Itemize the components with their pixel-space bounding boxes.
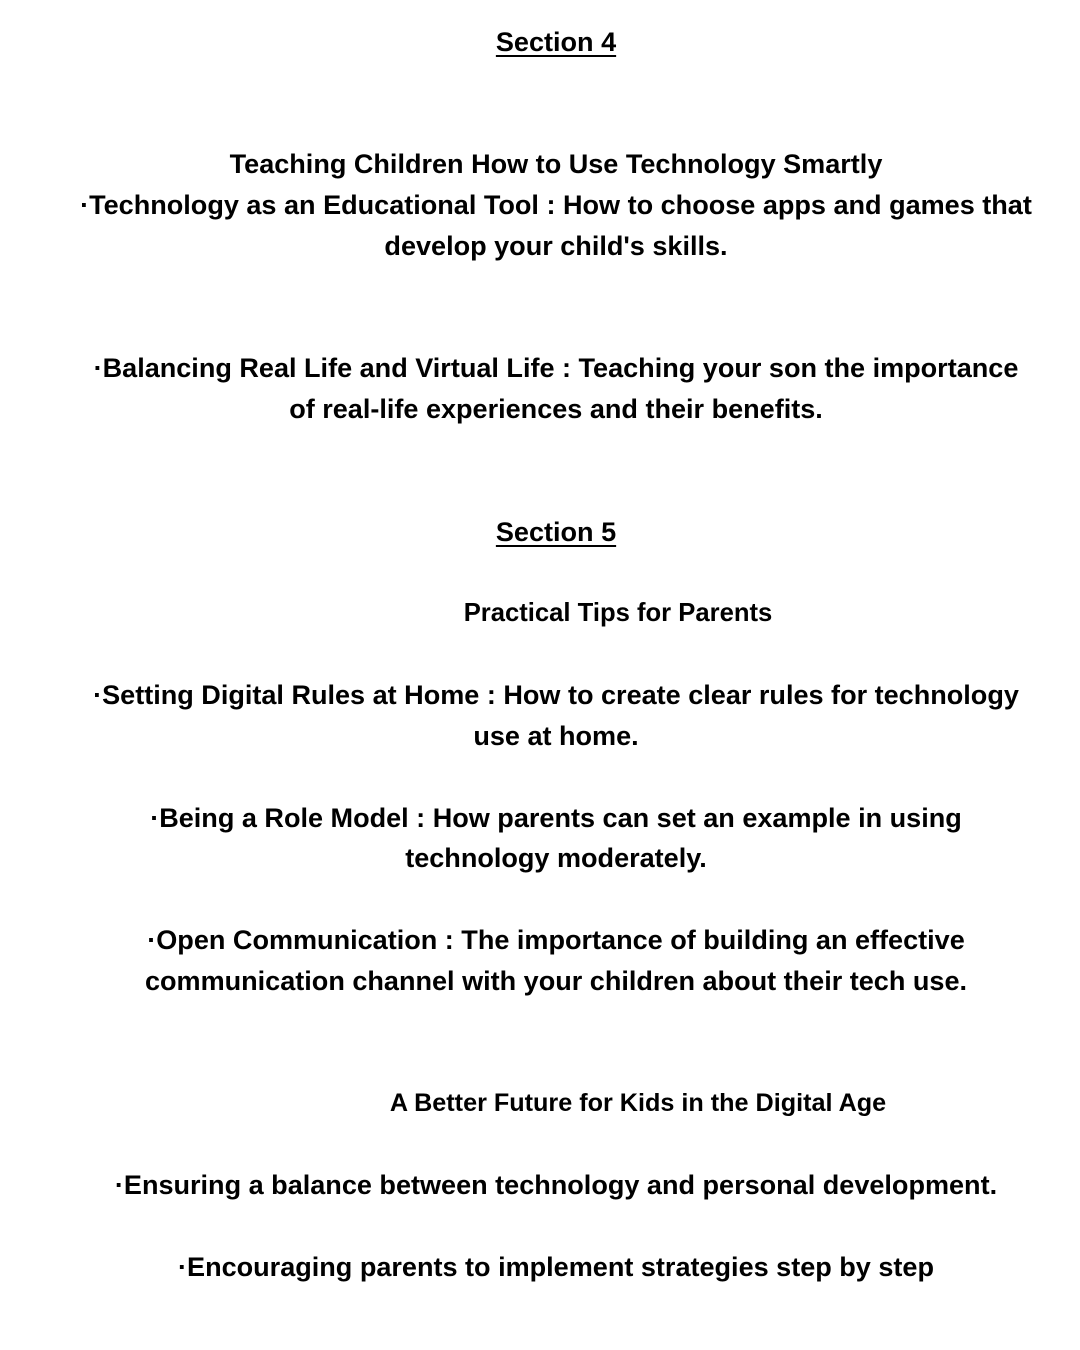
bullet-communication-line-2: communication channel with your children about their tech use. xyxy=(144,966,968,996)
section-4-heading: Section 4 xyxy=(495,27,617,57)
bullet-role-model-line-2: technology moderately. xyxy=(405,843,707,873)
section-5-heading: Section 5 xyxy=(495,517,617,547)
section-4-title: Teaching Children How to Use Technology Smartly xyxy=(229,149,883,179)
bullet-educational-tool-line-1: ·Technology as an Educational Tool : How to choose apps and games that xyxy=(80,190,1032,220)
bullet-balance: ·Ensuring a balance between technology and personal development. xyxy=(114,1170,998,1200)
bullet-educational-tool-line-2: develop your child's skills. xyxy=(384,231,728,261)
bullet-step-by-step: ·Encouraging parents to implement strategies step by step xyxy=(178,1252,934,1282)
bullet-digital-rules-line-2: use at home. xyxy=(473,721,639,751)
bullet-balancing-line-1: ·Balancing Real Life and Virtual Life : Teaching your son the importance xyxy=(93,353,1019,383)
bullet-digital-rules-line-1: ·Setting Digital Rules at Home : How to create clear rules for technology xyxy=(93,680,1019,710)
bullet-communication-line-1: ·Open Communication : The importance of building an effective xyxy=(147,925,965,955)
conclusion-title: A Better Future for Kids in the Digital Age xyxy=(389,1089,887,1117)
section-5-title: Practical Tips for Parents xyxy=(463,599,773,627)
bullet-role-model-line-1: ·Being a Role Model : How parents can set an example in using xyxy=(150,803,962,833)
bullet-balancing-line-2: of real-life experiences and their benefits. xyxy=(289,394,823,424)
